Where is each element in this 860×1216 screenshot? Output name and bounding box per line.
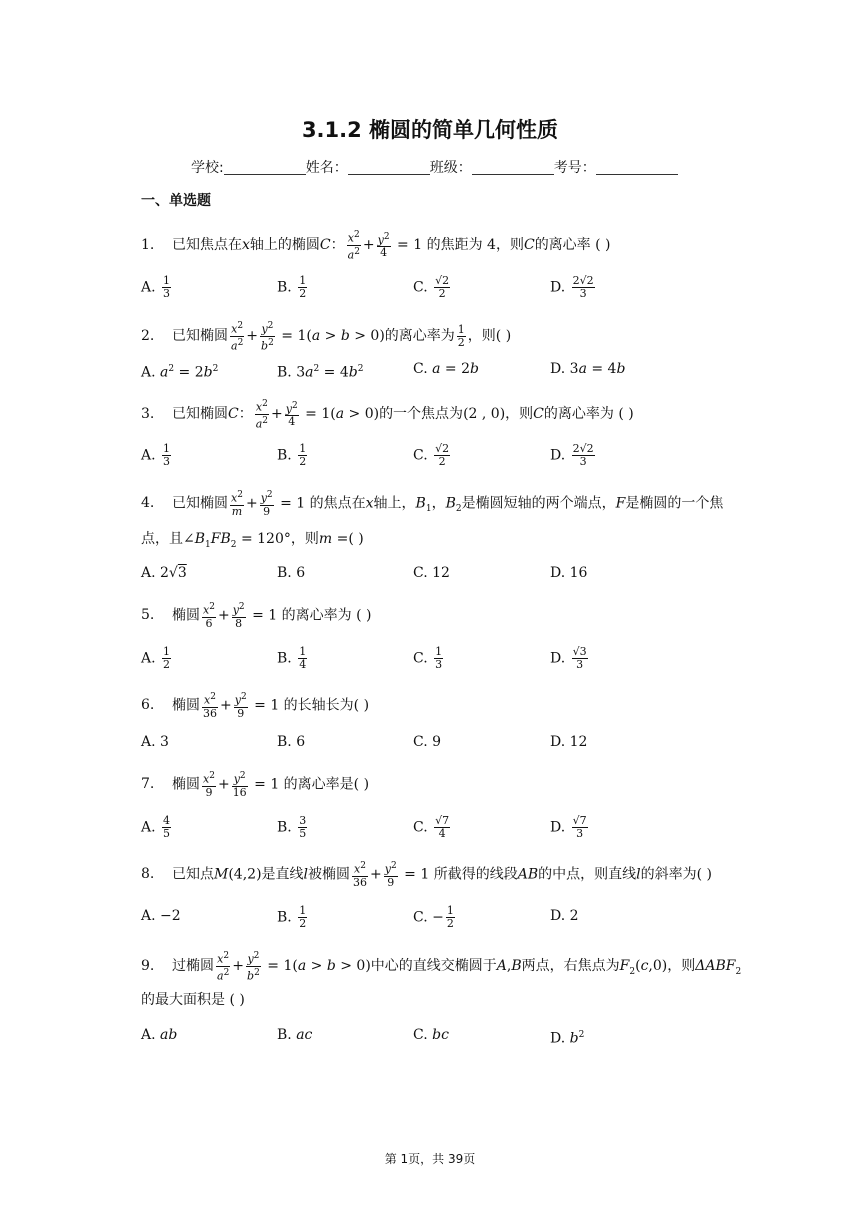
option-c[interactable]: C. − $\frac{1}{2}$ — [413, 904, 454, 930]
option-a[interactable]: A. $\frac{1}{3}$ — [141, 274, 171, 300]
option-b[interactable]: B. $\frac{1}{2}$ — [277, 274, 307, 300]
exam-no-label: 考号： — [553, 160, 596, 176]
school-label: 学校: — [191, 160, 224, 176]
question-4-continued: 点，且$\angle B_1FB_2 = 120^\circ$，则m =( ) — [141, 531, 364, 550]
option-d[interactable]: D. 12 — [550, 734, 588, 750]
page-footer: 第 1页，共 39页 — [384, 1152, 476, 1166]
option-c[interactable]: C. 9 — [413, 734, 442, 750]
option-d[interactable]: D. 2 — [550, 908, 579, 924]
name-label: 姓名： — [305, 160, 348, 176]
section-heading: 一、单选题 — [141, 193, 211, 209]
school-blank — [224, 160, 306, 175]
question-9: 9. 过椭圆 $\frac{x^2}{a^2}$ + $\frac{y^2}{b^2}$ = 1(a > b > 0)中心的直线交椭圆于A,B两点，右焦点为$F_2(c,0)$，则$\Delta ABF_2$ — [141, 951, 742, 983]
option-c[interactable]: C. $\frac{√7}{4}$ — [413, 814, 450, 840]
option-a[interactable]: A. $\frac{1}{3}$ — [141, 442, 171, 468]
option-a[interactable]: A. −2 — [141, 908, 181, 924]
option-a[interactable]: A. $\frac{4}{5}$ — [141, 814, 171, 840]
option-a[interactable]: A. $a^2 = 2b^2$ — [141, 364, 219, 381]
option-c[interactable]: C. $\frac{√2}{2}$ — [413, 274, 450, 300]
option-b[interactable]: B. $\frac{1}{2}$ — [277, 904, 307, 930]
option-b[interactable]: B. $\frac{1}{2}$ — [277, 442, 307, 468]
option-d[interactable]: D. $\frac{√3}{3}$ — [550, 645, 587, 671]
question-6: 6. 椭圆 $\frac{x^2}{36}$ + $\frac{y^2}{9}$ = 1 的长轴长为( ) — [141, 692, 370, 720]
option-d[interactable]: D. $b^2$ — [550, 1030, 585, 1047]
question-8: 8. 已知点M(4,2)是直线l被椭圆 $\frac{x^2}{36}$ + $\frac{y^2}{9}$ = 1 所截得的线段AB的中点，则直线l的斜率为( ) — [141, 861, 712, 889]
question-5: 5. 椭圆 $\frac{x^2}{6}$ + $\frac{y^2}{8}$ = 1 的离心率为 ( ) — [141, 602, 372, 630]
exam-no-blank — [596, 160, 678, 175]
class-blank — [472, 160, 554, 175]
question-9-continued: 的最大面积是 ( ) — [141, 992, 245, 1008]
option-d[interactable]: D. $\frac{2√2}{3}$ — [550, 274, 594, 300]
option-b[interactable]: B. 6 — [277, 565, 306, 581]
option-a[interactable]: A. 3 — [141, 734, 169, 750]
question-2: 2. 已知椭圆 $\frac{x^2}{a^2}$ + $\frac{y^2}{b^2}$ = 1(a > b > 0)的离心率为 $\frac{1}{2}$ ，则( ) — [141, 321, 512, 353]
class-label: 班级： — [429, 160, 472, 176]
option-b[interactable]: B. $3a^2 = 4b^2$ — [277, 364, 364, 381]
option-d[interactable]: D. $\frac{√7}{3}$ — [550, 814, 587, 840]
option-d[interactable]: D. 16 — [550, 565, 588, 581]
option-b[interactable]: B. 6 — [277, 734, 306, 750]
option-d[interactable]: D. 3a = 4b — [550, 361, 626, 377]
option-c[interactable]: C. 12 — [413, 565, 450, 581]
option-c[interactable]: C. bc — [413, 1027, 449, 1043]
option-c[interactable]: C. $\frac{1}{3}$ — [413, 645, 443, 671]
option-c[interactable]: C. a = 2b — [413, 361, 479, 377]
page-title: 3.1.2 椭圆的简单几何性质 — [301, 118, 559, 142]
question-1: 1. 已知焦点在x轴上的椭圆C： $\frac{x^2}{a^2}$ + $\frac{y^2}{4}$ = 1 的焦距为 4，则C的离心率 ( ) — [141, 230, 611, 262]
question-4: 4. 已知椭圆 $\frac{x^2}{m}$ + $\frac{y^2}{9}$ = 1 的焦点在x轴上，$B_1$，$B_2$是椭圆短轴的两个端点，F是椭圆的一个焦 — [141, 490, 724, 518]
student-info-line — [191, 157, 678, 177]
option-b[interactable]: B. $\frac{3}{5}$ — [277, 814, 307, 840]
option-c[interactable]: C. $\frac{√2}{2}$ — [413, 442, 450, 468]
option-a[interactable]: A. ab — [141, 1027, 178, 1043]
option-a[interactable]: A. $\frac{1}{2}$ — [141, 645, 171, 671]
name-blank — [348, 160, 430, 175]
option-b[interactable]: B. ac — [277, 1027, 313, 1043]
option-a[interactable]: A. 2√3 — [141, 565, 187, 581]
option-b[interactable]: B. $\frac{1}{4}$ — [277, 645, 307, 671]
option-d[interactable]: D. $\frac{2√2}{3}$ — [550, 442, 594, 468]
question-3: 3. 已知椭圆C： $\frac{x^2}{a^2}$ + $\frac{y^2}{4}$ = 1(a > 0)的一个焦点为(2 , 0)，则C的离心率为 ( ) — [141, 399, 634, 431]
question-7: 7. 椭圆 $\frac{x^2}{9}$ + $\frac{y^2}{16}$ = 1 的离心率是( ) — [141, 771, 370, 799]
